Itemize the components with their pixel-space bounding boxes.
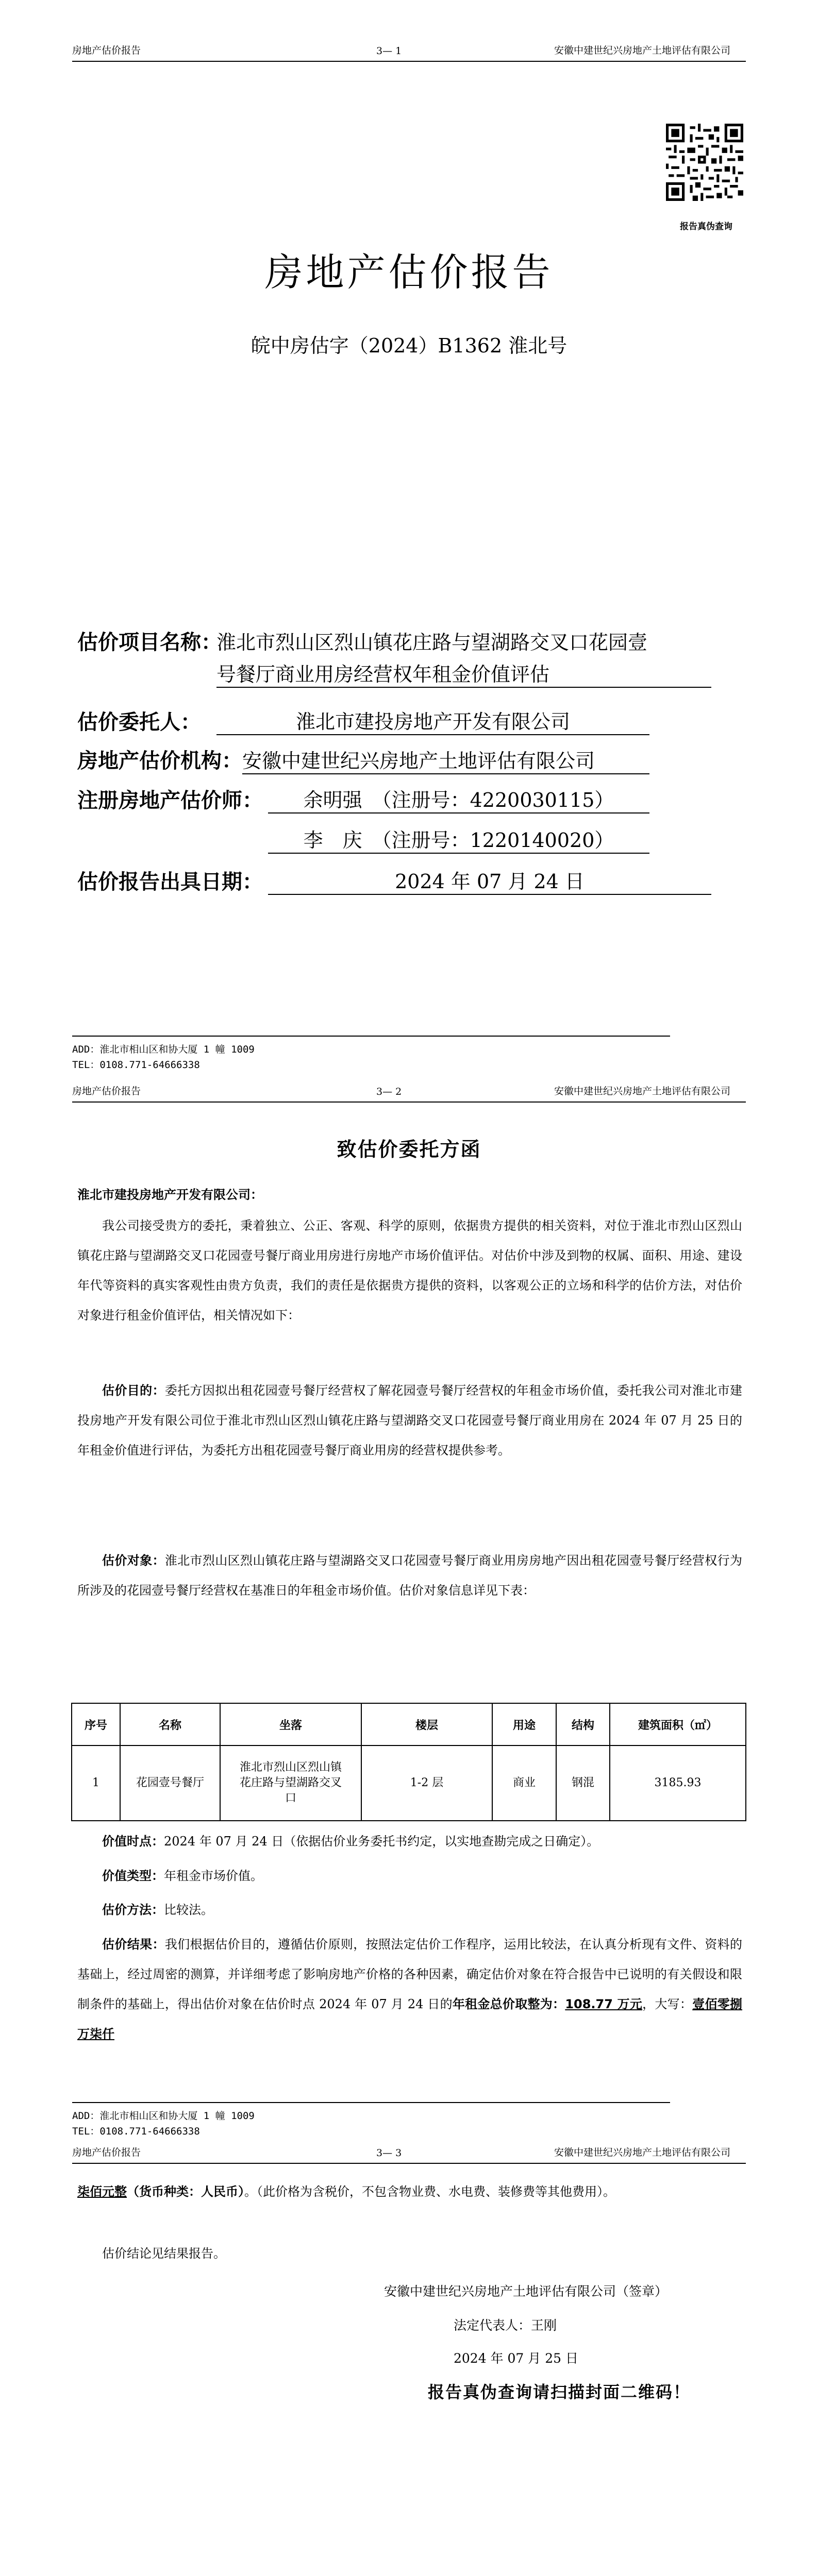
result-cont: 柒佰元整: [77, 2184, 127, 2199]
page-footer-1: [72, 1036, 670, 1073]
client-label: 估价委托人：: [77, 710, 201, 734]
appraiser-1: 余明强 （注册号：4220030115）: [268, 784, 649, 814]
footer-address: ADD：淮北市相山区和协大厦 1 幢 1009: [72, 1044, 255, 1055]
header-left: 房地产估价报告: [72, 2147, 141, 2158]
date-value: 2024 年 07 月 24 日: [268, 866, 711, 895]
page-footer-2: [72, 2102, 670, 2139]
footer-address: ADD：淮北市相山区和协大厦 1 幢 1009: [72, 2110, 255, 2122]
valuetype-text: 年租金市场价值。: [164, 1869, 263, 1883]
project-label: 估价项目名称：: [77, 631, 222, 654]
purpose-text: 委托方因拟出租花园壹号餐厅经营权了解花园壹号餐厅经营权的年租金市场价值，委托我公司对淮北市建投房地产开发有限公司位于淮北市烈山区烈山镇花庄路与望湖路交叉口花园壹号餐厅商业用房在 2024 年 07 月 25 日的年租金价值进行评估，为委托方出租花园壹号餐厅商业用房的经营权提供参考。: [77, 1383, 743, 1458]
timepoint-line: [77, 1826, 742, 1856]
table-row: [72, 1745, 746, 1821]
client-value: 淮北市建投房地产开发有限公司: [216, 706, 649, 735]
valuetype-label: 价值类型：: [102, 1869, 164, 1883]
appraiser-2: 李 庆 （注册号：1220140020）: [268, 824, 649, 854]
object-text: 淮北市烈山区烈山镇花庄路与望湖路交叉口花园壹号餐厅商业用房房地产因出租花园壹号餐厅经营权行为所涉及的花园壹号餐厅经营权在基准日的年租金市场价值。估价对象信息详见下表：: [77, 1553, 743, 1598]
header-right: 安徽中建世纪兴房地产土地评估有限公司: [554, 1086, 730, 1097]
sign-date: 2024 年 07 月 25 日: [454, 2351, 578, 2366]
result-upper: 壹佰零捌万柒仟: [77, 1997, 743, 2041]
purpose-paragraph: [77, 1376, 742, 1465]
object-table: [71, 1703, 746, 1821]
cell: 1-2 层: [361, 1745, 492, 1821]
table-header-row: [72, 1703, 746, 1745]
signer: 安徽中建世纪兴房地产土地评估有限公司（签章）: [384, 2284, 668, 2299]
result-text: 我们根据估价目的，遵循估价原则，按照法定估价工作程序，运用比较法，在认真分析现有文件、资料的基础上，经过周密的测算，并详细考虑了影响房地产价格的各种因素，确定估价对象在符合报告中已说明的有关假设和限制条件的基础上，得出估价对象在估价时点 2024 年 07 月 24 日的: [77, 1937, 743, 2011]
method-line: [77, 1895, 742, 1925]
footer-tel: TEL：0108.771-64666338: [72, 1059, 200, 1071]
date-label: 估价报告出具日期：: [77, 870, 263, 894]
appraiser-label: 注册房地产估价师：: [77, 789, 263, 812]
project-value-line2: 号餐厅商业用房经营权年租金价值评估: [216, 658, 711, 688]
header-right: 安徽中建世纪兴房地产土地评估有限公司: [554, 2147, 730, 2158]
result-bold: 年租金总价取整为：: [452, 1997, 565, 2011]
object-paragraph: [77, 1546, 742, 1605]
cell: 3185.93: [610, 1745, 746, 1821]
col-header: 建筑面积（㎡）: [610, 1703, 746, 1745]
timepoint-label: 价值时点：: [102, 1834, 164, 1849]
valuetype-line: [77, 1861, 742, 1891]
cell: 钢混: [556, 1745, 610, 1821]
agency-value: 安徽中建世纪兴房地产土地评估有限公司: [242, 745, 649, 774]
method-label: 估价方法：: [102, 1903, 164, 1917]
header-page-number: 3— 2: [376, 1086, 402, 1097]
header-left: 房地产估价报告: [72, 1086, 141, 1097]
page-header-2: [72, 1077, 746, 1103]
purpose-label: 估价目的：: [102, 1383, 165, 1398]
footer-tel: TEL：0108.771-64666338: [72, 2126, 200, 2137]
report-title: 房地产估价报告: [264, 250, 554, 295]
header-page-number: 3— 3: [376, 2147, 402, 2159]
cell: 1: [72, 1745, 120, 1821]
header-page-number: 3— 1: [376, 45, 402, 57]
page-header-1: [72, 36, 746, 62]
result-amount: 108.77 万元: [565, 1997, 643, 2011]
intro-paragraph: [77, 1211, 742, 1330]
agency-label: 房地产估价机构：: [77, 749, 242, 773]
result-continuation: [77, 2177, 742, 2207]
col-header: 结构: [556, 1703, 610, 1745]
report-number: 皖中房估字（2024）B1362 淮北号: [251, 334, 567, 357]
col-header: 名称: [120, 1703, 220, 1745]
result-note: 。（此价格为含税价，不包含物业费、水电费、装修费等其他费用）。: [244, 2184, 615, 2199]
qr-code-icon[interactable]: [666, 124, 743, 201]
project-value-line1: 淮北市烈山区烈山镇花庄路与望湖路交叉口花园壹: [216, 631, 648, 654]
cell: 商业: [492, 1745, 556, 1821]
result-upper-label: ，大写：: [642, 1997, 693, 2011]
col-header: 用途: [492, 1703, 556, 1745]
qr-caption: 报告真伪查询: [680, 222, 732, 232]
col-header: 楼层: [361, 1703, 492, 1745]
legal-rep: 法定代表人：王刚: [454, 2318, 557, 2333]
method-text: 比较法。: [164, 1903, 213, 1917]
letter-title: 致估价委托方函: [337, 1138, 481, 1161]
result-label: 估价结果：: [102, 1937, 165, 1952]
verify-note: 报告真伪查询请扫描封面二维码！: [428, 2382, 691, 2402]
header-left: 房地产估价报告: [72, 45, 141, 56]
result-paragraph: [77, 1929, 742, 2049]
page-header-3: [72, 2138, 746, 2164]
header-right: 安徽中建世纪兴房地产土地评估有限公司: [554, 45, 730, 56]
salutation: 淮北市建投房地产开发有限公司：: [77, 1188, 263, 1202]
intro-text: 我公司接受贵方的委托，秉着独立、公正、客观、科学的原则，依据贵方提供的相关资料，对位于淮北市烈山区烈山镇花庄路与望湖路交叉口花园壹号餐厅商业用房进行房地产市场价值评估。对估价中涉及到物的权属、面积、用途、建设年代等资料的真实客观性由贵方负责，我们的责任是依据贵方提供的资料，以客观公正的立场和科学的估价方法，对估价对象进行租金价值评估，相关情况如下：: [77, 1218, 742, 1323]
col-header: 坐落: [220, 1703, 361, 1745]
detail-line: 估价结论见结果报告。: [102, 2246, 226, 2261]
currency: （货币种类：人民币）: [127, 2184, 244, 2199]
col-header: 序号: [72, 1703, 120, 1745]
cell: 淮北市烈山区烈山镇花庄路与望湖路交叉口: [220, 1745, 361, 1821]
cell: 花园壹号餐厅: [120, 1745, 220, 1821]
timepoint-text: 2024 年 07 月 24 日（依据估价业务委托书约定，以实地查勘完成之日确定）。: [164, 1834, 599, 1849]
object-label: 估价对象：: [102, 1553, 165, 1568]
